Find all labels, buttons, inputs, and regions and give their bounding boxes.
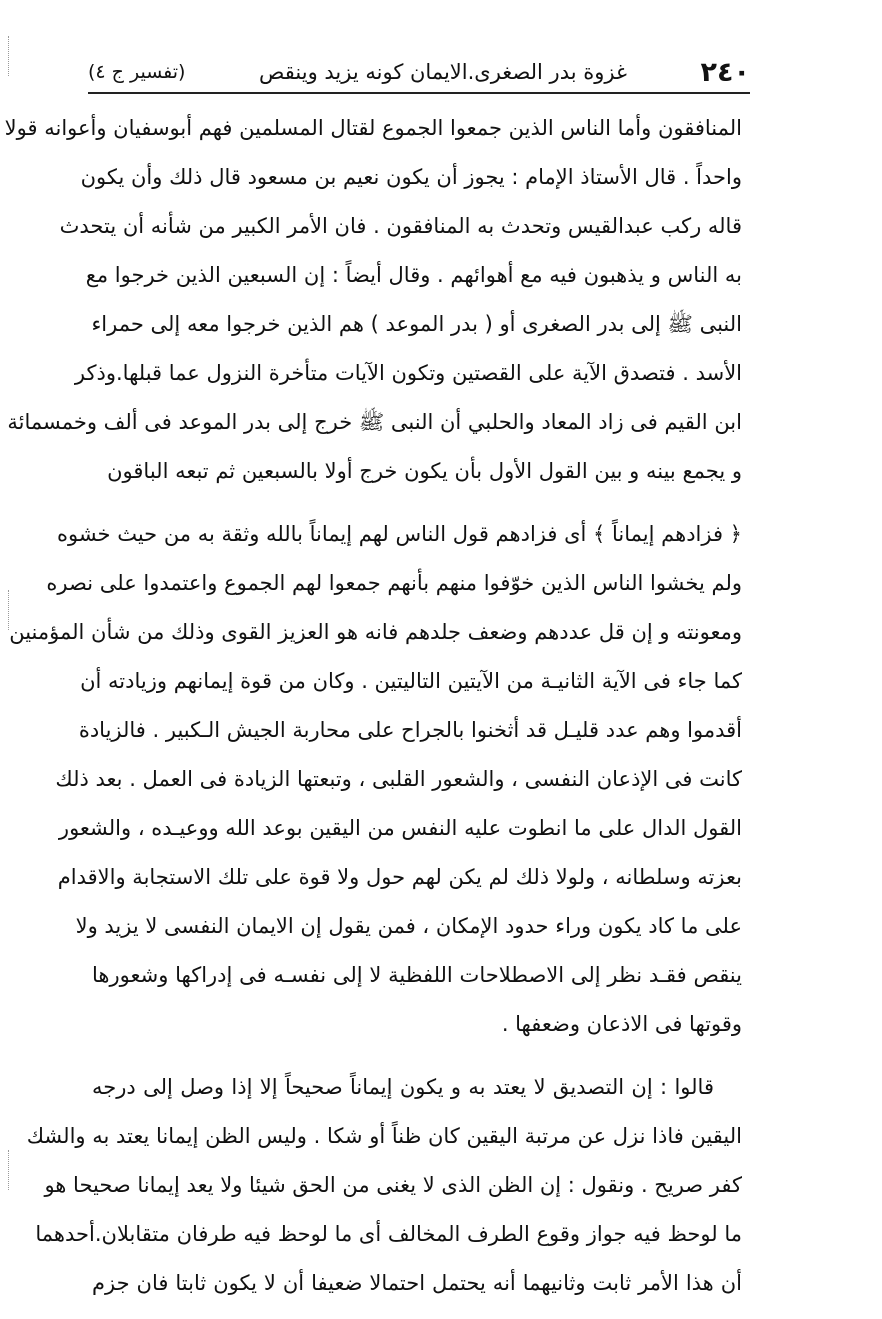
page-header (88, 52, 750, 94)
text-line: ما لوحظ فيه جواز وقوع الطرف المخالف أى ما لوحظ فيه طرفان متقابلان.أحدهما (35, 1222, 742, 1246)
text-line: ينقص فقـد نظر إلى الاصطلاحات اللفظية لا إلى نفسـه فى إدراكها وشعورها (92, 963, 742, 987)
text-line: واحداً . قال الأستاذ الإمام : يجوز أن يكون نعيم بن مسعود قال ذلك وأن يكون (80, 165, 742, 189)
text-line: به الناس و يذهبون فيه مع أهوائهم . وقال أيضاً : إن السبعين الذين خرجوا مع (85, 263, 742, 287)
paragraph-2 (9, 510, 742, 1049)
running-title: غزوة بدر الصغرى.الايمان كونه يزيد وينقص (259, 60, 627, 84)
text-line: كما جاء فى الآية الثانيـة من الآيتين التاليتين . وكان من قوة إيمانهم وزيادته أن (80, 669, 742, 693)
text-line: اليقين فاذا نزل عن مرتبة اليقين كان ظناً أو شكا . وليس الظن إيمانا يعتد به والشك (26, 1124, 742, 1148)
margin-mark (8, 36, 11, 76)
volume-label: (تفسير ج ٤) (88, 61, 186, 83)
text-line: قاله ركب عبدالقيس وتحدث به المنافقون . فان الأمر الكبير من شأنه أن يتحدث (59, 214, 742, 238)
paragraph-1 (4, 104, 742, 496)
text-line: على ما كاد يكون وراء حدود الإمكان ، فمن يقول إن الايمان النفسى لا يزيد ولا (75, 914, 742, 938)
text-line: ابن القيم فى زاد المعاد والحلبي أن النبى ﷺ خرج إلى بدر الموعد فى ألف وخمسمائة (7, 410, 742, 434)
text-line: أقدموا وهم عدد قليـل قد أثخنوا بالجراح على محاربة الجيش الـكبير . فالزيادة (78, 718, 742, 742)
text-line: وقوتها فى الاذعان وضعفها . (501, 1012, 742, 1036)
page-body (4, 104, 742, 1308)
text-line: قالوا : إن التصديق لا يعتد به و يكون إيماناً صحيحاً إلا إذا وصل إلى درجه (92, 1075, 714, 1099)
text-line: أن هذا الأمر ثابت وثانيهما أنه يحتمل احتمالا ضعيفا أن لا يكون ثابتا فان جزم (92, 1271, 742, 1295)
text-line: كفر صريح . ونقول : إن الظن الذى لا يغنى من الحق شيئا ولا يعد إيمانا صحيحا هو (44, 1173, 742, 1197)
paragraph-3 (26, 1063, 742, 1308)
text-line: بعزته وسلطانه ، ولولا ذلك لم يكن لهم حول ولا قوة على تلك الاستجابة والاقدام (57, 865, 742, 889)
text-line: النبى ﷺ إلى بدر الصغرى أو ( بدر الموعد ) هم الذين خرجوا معه إلى حمراء (91, 312, 742, 336)
text-line: ومعونته و إن قل عددهم وضعف جلدهم فانه هو العزيز القوى وذلك من شأن المؤمنين (9, 620, 742, 644)
text-line: و يجمع بينه و بين القول الأول بأن يكون خرج أولا بالسبعين ثم تبعه الباقون (107, 459, 742, 483)
text-line: المنافقون وأما الناس الذين جمعوا الجموع لقتال المسلمين فهم أبوسفيان وأعوانه قولا (4, 116, 742, 140)
text-line: القول الدال على ما انطوت عليه النفس من اليقين بوعد الله ووعيـده ، والشعور (58, 816, 742, 840)
text-line: الأسد . فتصدق الآية على القصتين وتكون الآيات متأخرة النزول عما قبلها.وذكر (74, 361, 742, 385)
text-line: كانت فى الإذعان النفسى ، والشعور القلبى ، وتبعتها الزيادة فى العمل . بعد ذلك (55, 767, 742, 791)
margin-mark (8, 1150, 11, 1190)
text-line: ولم يخشوا الناس الذين خوّفوا منهم بأنهم جمعوا لهم الجموع واعتمدوا على نصره (46, 571, 742, 595)
page-number: ٢٤٠ (700, 56, 750, 88)
text-line: ﴿ فزادهم إيماناً ﴾ أى فزادهم قول الناس لهم إيماناً بالله وثقة به من حيث خشوه (56, 522, 742, 546)
